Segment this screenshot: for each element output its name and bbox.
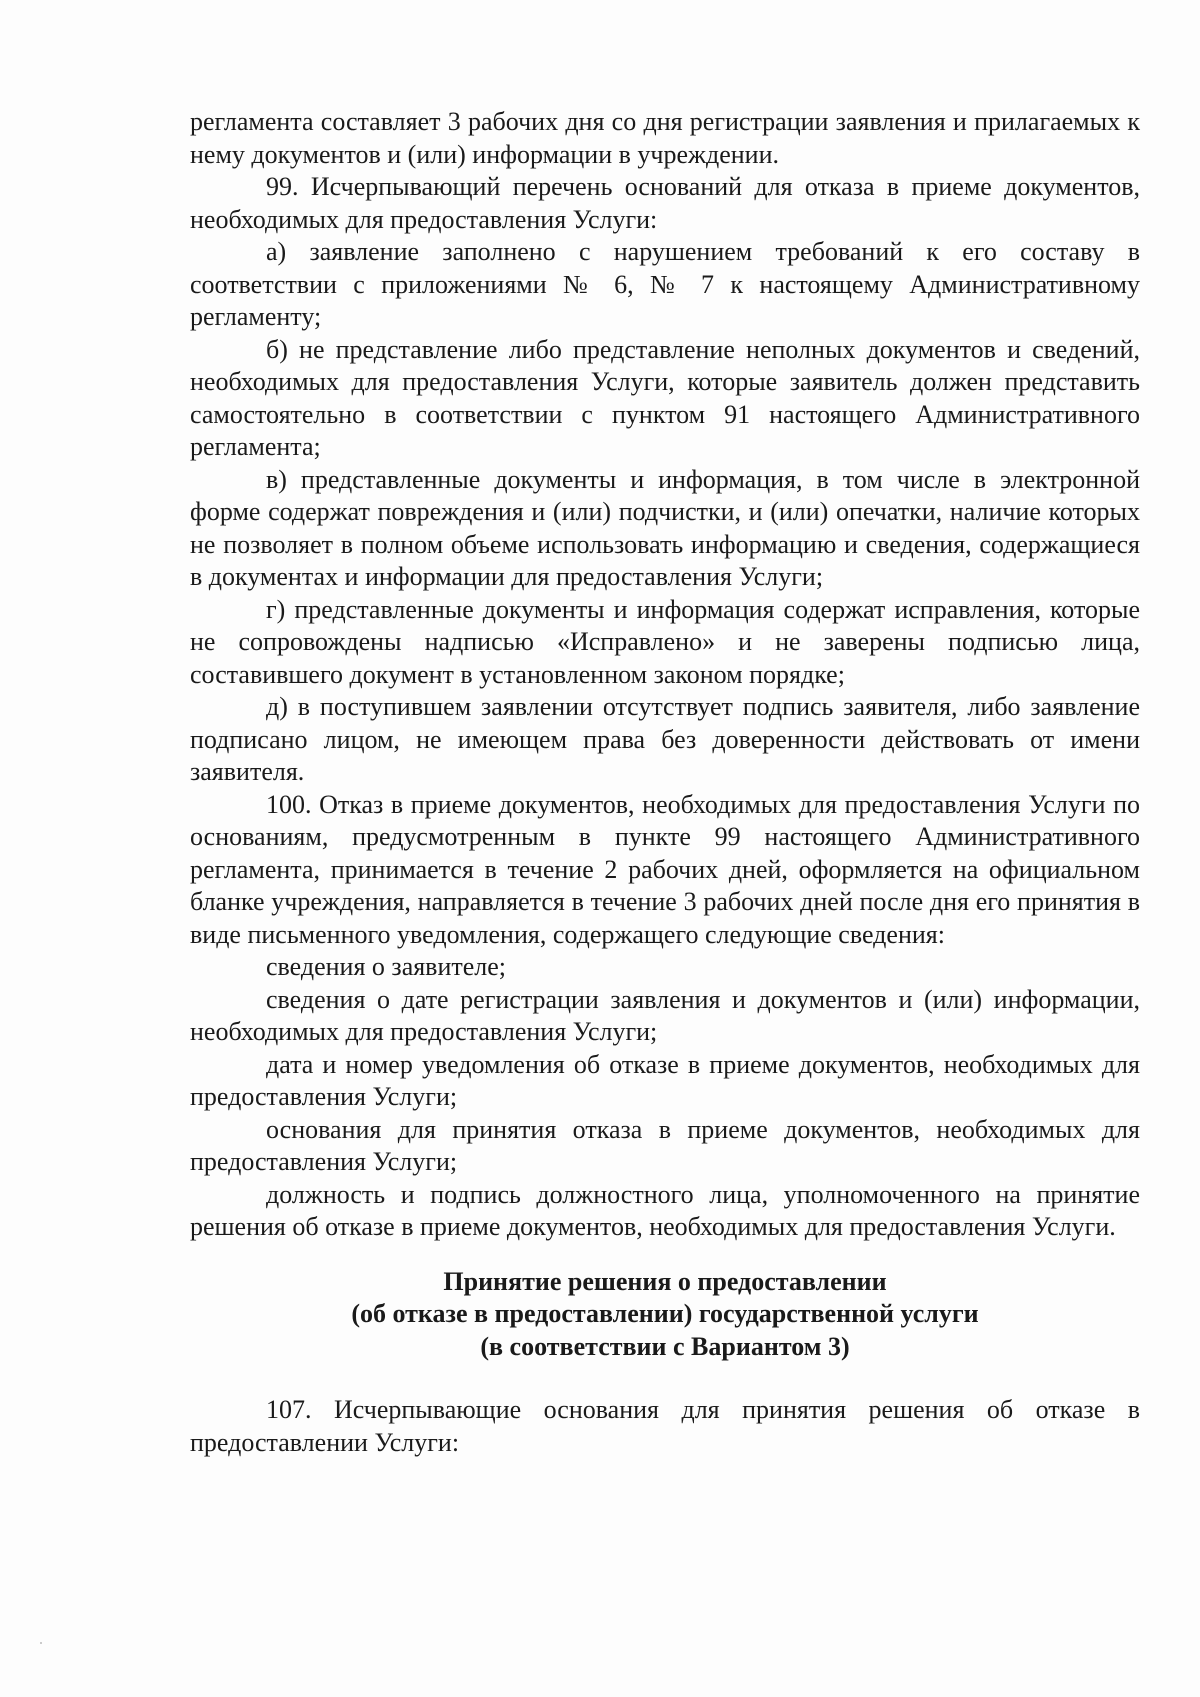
document-body <box>190 106 1140 1459</box>
paragraph-continuation: регламента составляет 3 рабочих дня со дня регистрации заявления и прилагаемых к нему документов и (или) информации в учреждении. <box>190 107 1140 169</box>
paragraph-subitem-v: в) представленные документы и информация, в том числе в электронной форме содержат повреждения и (или) подчистки, и (или) опечатки, наличие которых не позволяет в полном объеме использовать информацию и сведения, содержащиеся в документах и информации для предоставления Услуги; <box>190 464 1140 591</box>
paragraph-detail-official: должность и подпись должностного лица, уполномоченного на принятие решения об отказе в приеме документов, необходимых для предоставления Услуги. <box>190 1179 1140 1241</box>
section-heading-line-3: (в соответствии с Вариантом 3) <box>480 1331 850 1361</box>
paragraph-subitem-b: б) не представление либо представление неполных документов и сведений, необходимых для предоставления Услуги, которые заявитель должен представить самостоятельно в соответствии с пунктом 91 настоящего Административного регламента; <box>190 334 1140 461</box>
section-heading-line-1: Принятие решения о предоставлении <box>443 1266 887 1296</box>
paragraph-detail-applicant: сведения о заявителе; <box>266 952 507 981</box>
scan-speck <box>40 1642 42 1644</box>
paragraph-subitem-a: а) заявление заполнено с нарушением требований к его составу в соответствии с приложениями № 6, № 7 к настоящему Административному регламенту; <box>190 237 1140 331</box>
paragraph-detail-grounds: основания для принятия отказа в приеме документов, необходимых для предоставления Услуги; <box>190 1114 1140 1176</box>
paragraph-item-99: 99. Исчерпывающий перечень оснований для отказа в приеме документов, необходимых для предоставления Услуги: <box>190 172 1140 234</box>
section-heading <box>190 1266 1140 1364</box>
paragraph-detail-notice: дата и номер уведомления об отказе в приеме документов, необходимых для предоставления Услуги; <box>190 1049 1140 1111</box>
paragraph-item-107: 107. Исчерпывающие основания для принятия решения об отказе в предоставлении Услуги: <box>190 1395 1140 1457</box>
paragraph-detail-registration: сведения о дате регистрации заявления и документов и (или) информации, необходимых для предоставления Услуги; <box>190 984 1140 1046</box>
paragraph-subitem-g: г) представленные документы и информация содержат исправления, которые не сопровождены надписью «Исправлено» и не заверены подписью лица, составившего документ в установленном законом порядке; <box>190 594 1140 689</box>
paragraph-subitem-d: д) в поступившем заявлении отсутствует подпись заявителя, либо заявление подписано лицом, не имеющем права без доверенности действовать от имени заявителя. <box>190 692 1140 786</box>
section-heading-line-2: (об отказе в предоставлении) государственной услуги <box>351 1299 979 1328</box>
paragraph-item-100: 100. Отказ в приеме документов, необходимых для предоставления Услуги по основаниям, предусмотренным в пункте 99 настоящего Административного регламента, принимается в течение 2 рабочих дней, оформляется на официальном бланке учреждения, направляется в течение 3 рабочих дней после дня его принятия в виде письменного уведомления, содержащего следующие сведения: <box>190 789 1140 949</box>
